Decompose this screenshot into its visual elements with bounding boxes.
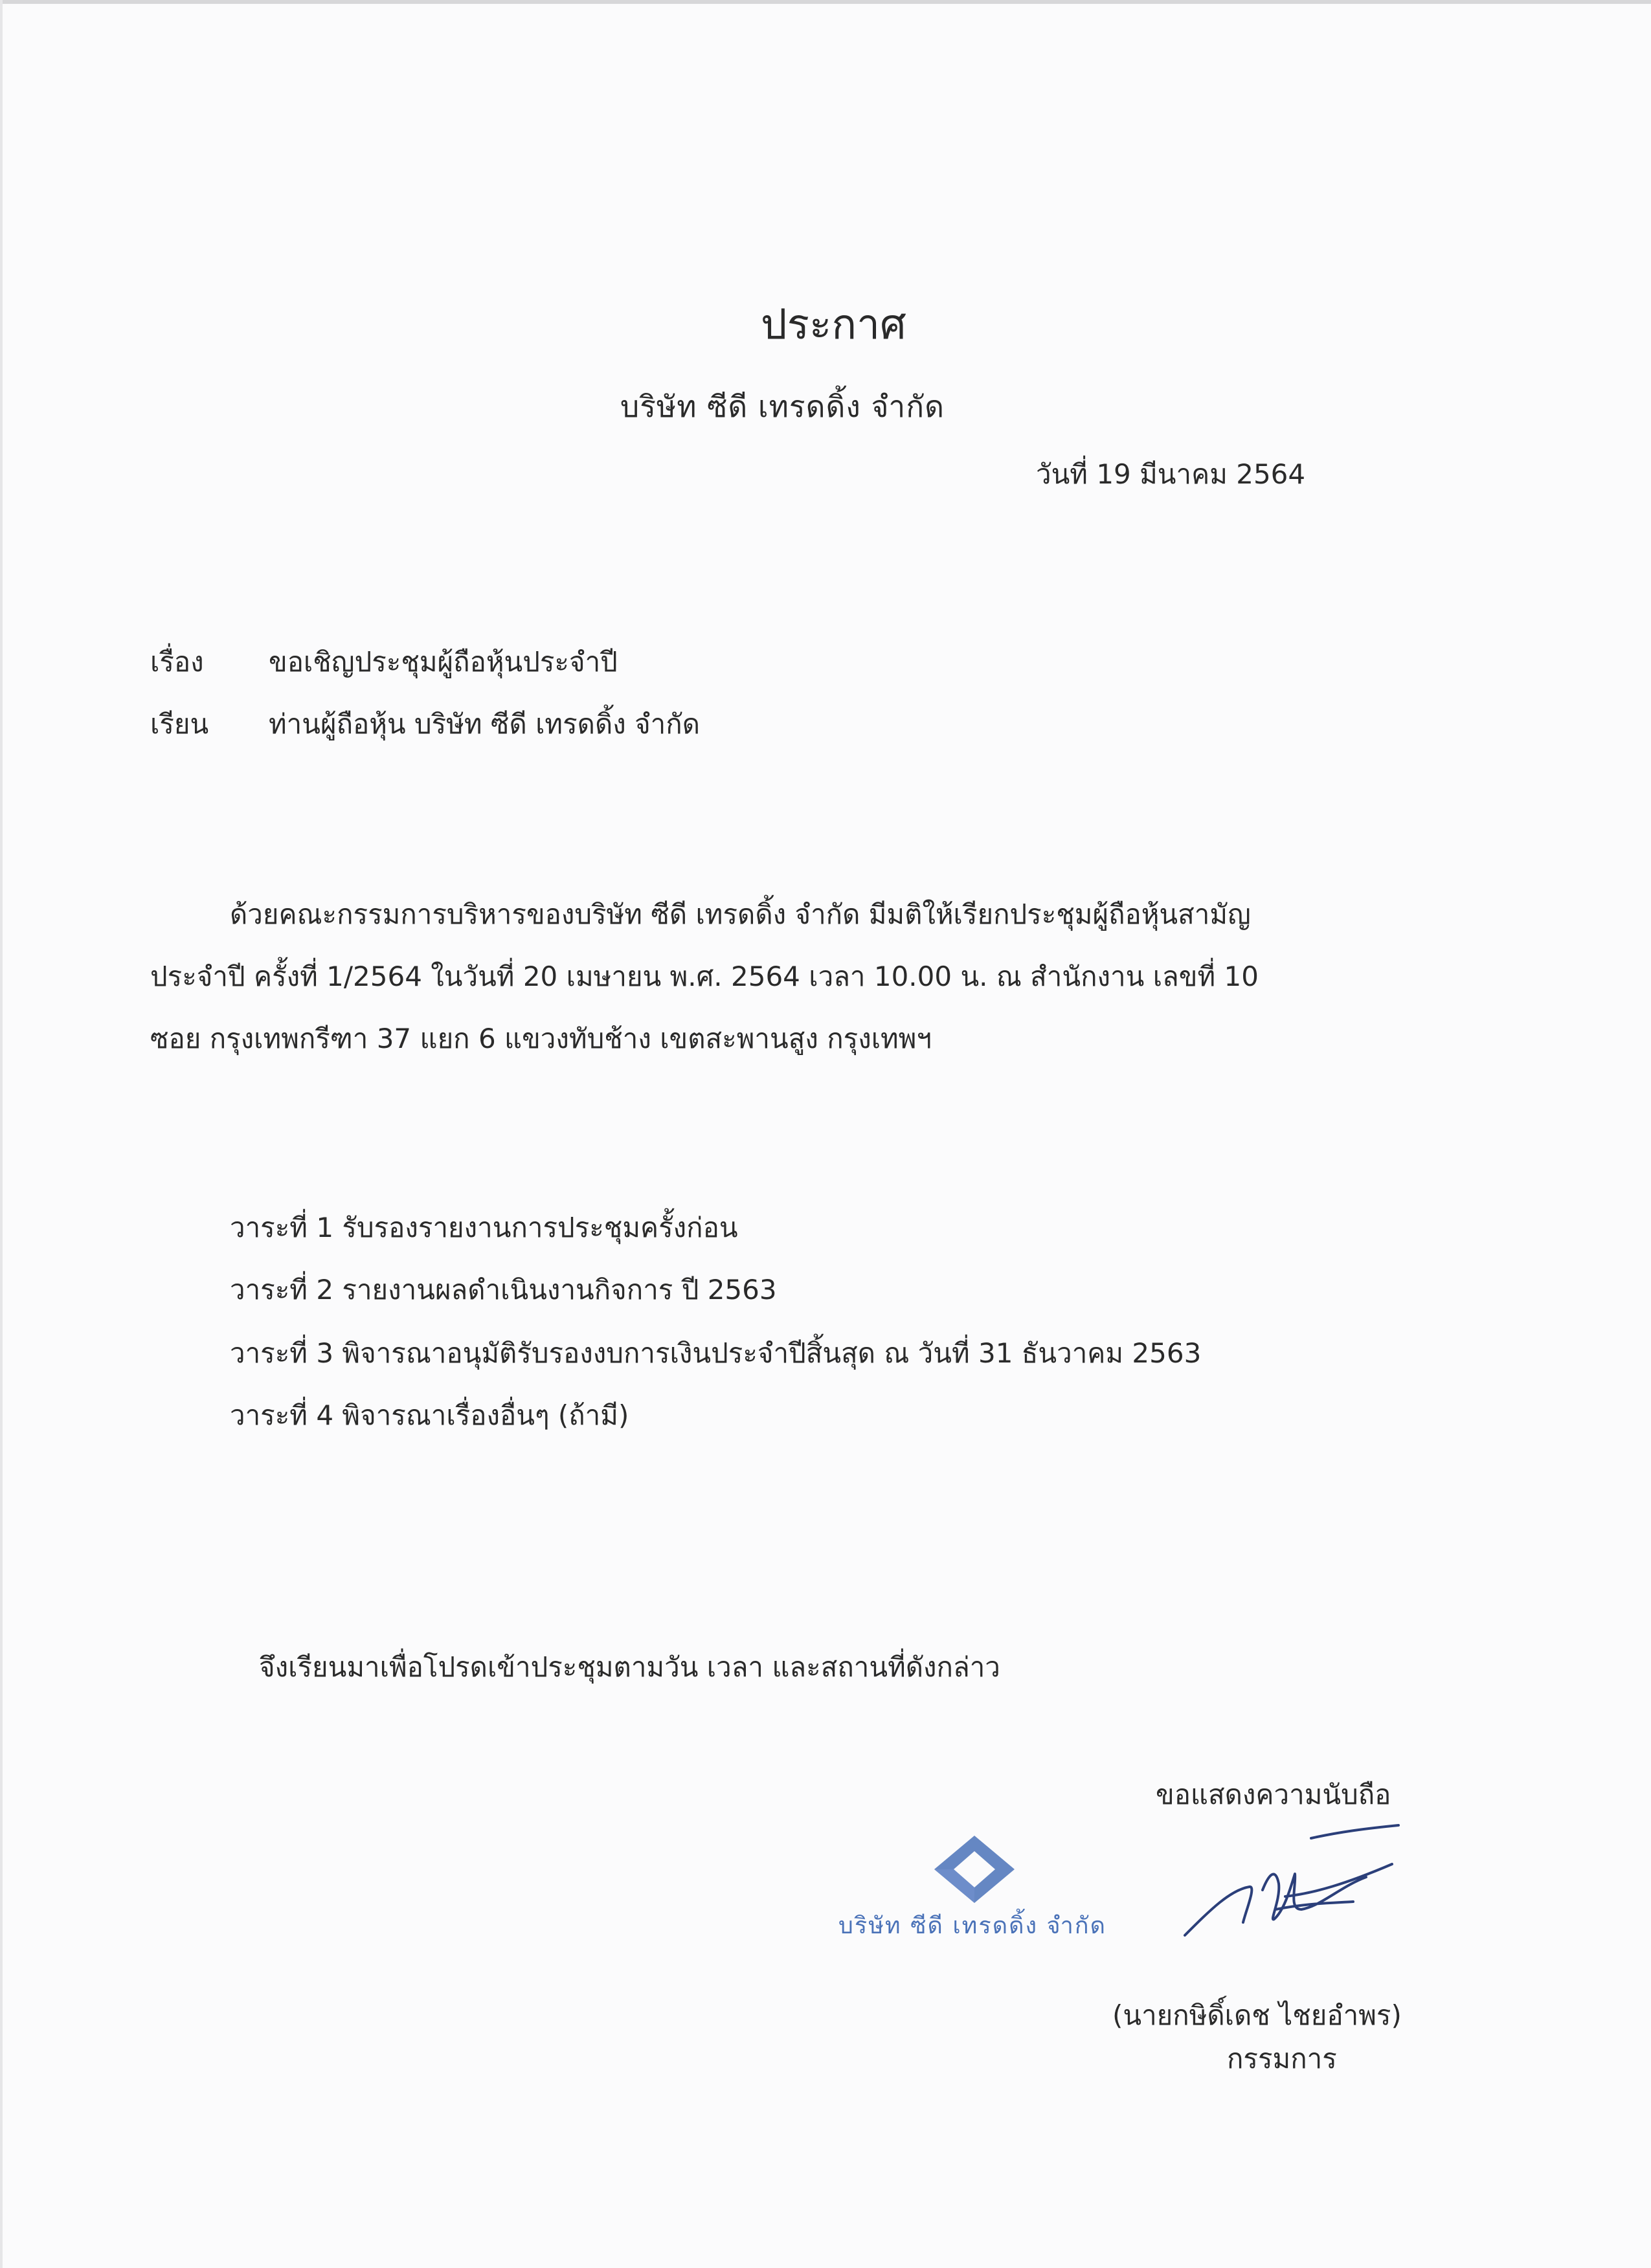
company-seal-text: บริษัท ซีดี เทรดดิ้ง จำกัด (838, 1913, 1106, 1939)
agenda-item-2: วาระที่ 2 รายงานผลดำเนินงานกิจการ ปี 2563 (230, 1274, 777, 1306)
handwritten-signature (1172, 1812, 1444, 1961)
body-line-2: ประจำปี ครั้งที่ 1/2564 ในวันที่ 20 เมษายน พ.ศ. 2564 เวลา 10.00 น. ณ สำนักงาน เลขที่ 10 (150, 961, 1259, 992)
agenda-item-1: วาระที่ 1 รับรองรายงานการประชุมครั้งก่อน (230, 1212, 738, 1243)
document-date: วันที่ 19 มีนาคม 2564 (1036, 458, 1306, 490)
body-line-3: ซอย กรุงเทพกรีฑา 37 แยก 6 แขวงทับช้าง เขตสะพานสูง กรุงเทพฯ (150, 1023, 932, 1054)
company-seal-diamond-icon (838, 1830, 1130, 1908)
closing-salutation: ขอแสดงความนับถือ (1156, 1779, 1391, 1810)
body-line-1: ด้วยคณะกรรมการบริหารของบริษัท ซีดี เทรดดิ้ง จำกัด มีมติให้เรียกประชุมผู้ถือหุ้นสามัญ (230, 898, 1251, 930)
page-top-edge (0, 0, 1651, 4)
agenda-item-4: วาระที่ 4 พิจารณาเรื่องอื่นๆ (ถ้ามี) (230, 1399, 629, 1431)
page-left-edge (0, 0, 3, 2268)
recipient-label: เรียน (150, 708, 209, 740)
document-title: ประกาศ (761, 301, 906, 349)
subject-text: ขอเชิญประชุมผู้ถือหุ้นประจำปี (269, 646, 618, 678)
agenda-item-3: วาระที่ 3 พิจารณาอนุมัติรับรองงบการเงินประจำปีสิ้นสุด ณ วันที่ 31 ธันวาคม 2563 (230, 1337, 1202, 1369)
recipient-text: ท่านผู้ถือหุ้น บริษัท ซีดี เทรดดิ้ง จำกัด (269, 708, 700, 740)
company-seal (838, 1830, 1130, 1940)
closing-sentence: จึงเรียนมาเพื่อโปรดเข้าประชุมตามวัน เวลา และสถานที่ดังกล่าว (259, 1651, 1000, 1683)
subject-label: เรื่อง (150, 646, 204, 678)
signatory-position: กรรมการ (1227, 2043, 1337, 2074)
signatory-name: (นายกษิดิ์เดช ไชยอำพร) (1112, 1999, 1402, 2031)
company-name: บริษัท ซีดี เทรดดิ้ง จำกัด (620, 389, 945, 424)
